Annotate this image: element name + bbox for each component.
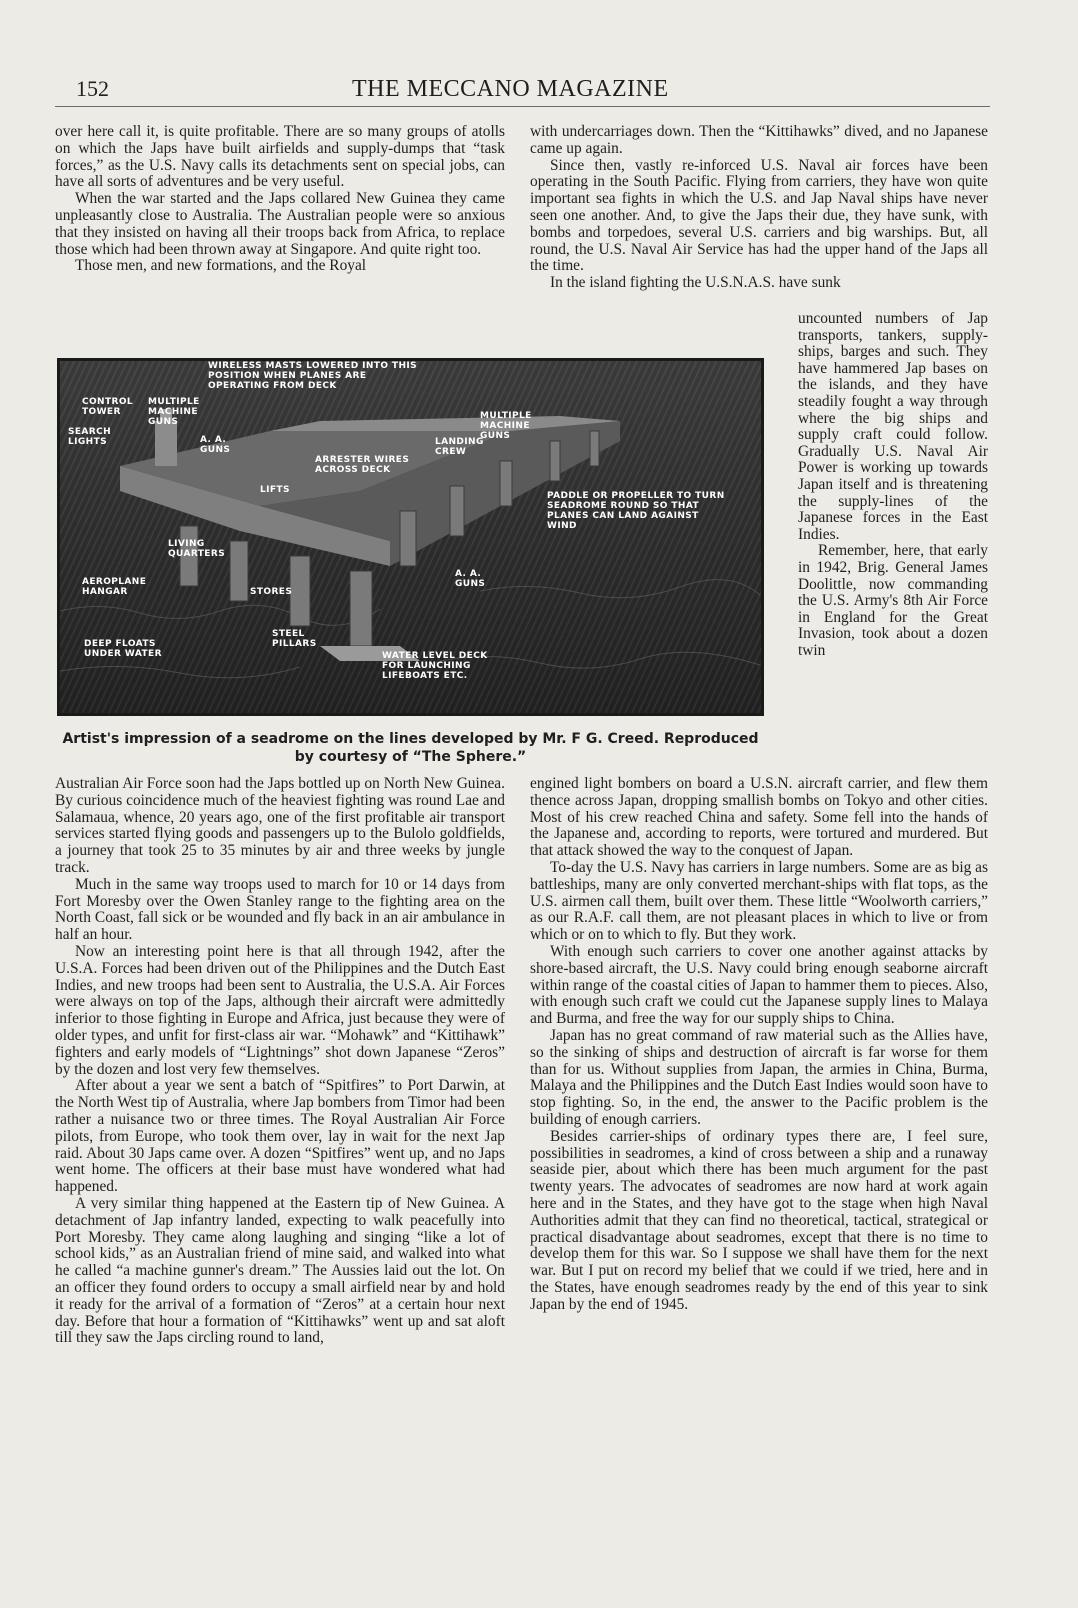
paragraph: With enough such carriers to cover one another against attacks by shore-based aircraft, the U.S. Navy could bring enough seaborne aircraft within range of the coastal cities of Japan to hammer them to pieces. Also, with enough such craft we could cut the Japanese supply lines to Malaya and Burma, and free the way for our supply ships to China.: [530, 942, 988, 1028]
label-aa-guns-lower: A. A. GUNS: [455, 569, 486, 589]
magazine-title: THE MECCANO MAGAZINE: [352, 76, 669, 102]
label-arrester-wires: ARRESTER WIRES ACROSS DECK: [315, 455, 410, 475]
label-water-level-deck: WATER LEVEL DECK FOR LAUNCHING LIFEBOATS ETC.: [382, 651, 488, 681]
paragraph: When the war started and the Japs collared New Guinea they came unpleasantly close to Australia. The Australian people were so anxious that they insisted on having all their troops back from Africa, to replace those which had been thrown away at Singapore. And quite right too.: [55, 190, 505, 258]
label-multiple-machine-guns: MULTIPLE MACHINE GUNS: [148, 397, 200, 427]
paragraph: Besides carrier-ships of ordinary types there are, I feel sure, possibilities in seadromes, a kind of cross between a ship and a runaway seaside pier, about which there has been much argument for the past twenty years. The advocates of seadromes are now hard at work again here and in the States, and they have got to the stage when high Naval Authorities admit that they can find no theoretical, tactical, strategical or practical disadvantage about seadromes, except that there is no time to develop them for this war. So I suppose we shall have them for the next war. But I put on record my belief that we could if we tried, here and in the States, have enough seadromes ready by the end of this year to sink Japan by the end of 1945.: [530, 1127, 988, 1313]
paragraph: engined light bombers on board a U.S.N. aircraft carrier, and flew them thence across Japan, dropping smallish bombs on Tokyo and other cities. Most of his crew reached China and safety. Some fell into the hands of the Japanese and, according to reports, were tortured and murdered. But that attack showed the way to the conquest of Japan.: [530, 775, 988, 860]
paragraph: Australian Air Force soon had the Japs bottled up on North New Guinea. By curious coincidence much of the heaviest fighting was round Lae and Salamaua, whence, 20 years ago, one of the first profitable air transport services started flying goods and passengers up to the Bulolo goldfields, a journey that took 25 to 35 minutes by air and three weeks by jungle track.: [55, 775, 505, 876]
label-steel-pillars: STEEL PILLARS: [272, 629, 317, 649]
label-landing-crew: LANDING CREW: [435, 437, 484, 457]
label-aa-guns: A. A. GUNS: [200, 435, 231, 455]
seadrome-illustration: [57, 358, 764, 716]
paragraph: with undercarriages down. Then the “Kittihawks” dived, and no Japanese came up again.: [530, 123, 988, 157]
page-number: 152: [76, 76, 109, 101]
column-top-left: [55, 124, 505, 275]
label-aeroplane-hangar: AEROPLANE HANGAR: [82, 577, 147, 597]
label-lifts: LIFTS: [260, 485, 290, 495]
paragraph: Much in the same way troops used to march for 10 or 14 days from Fort Moresby over the Owen Stanley range to the fighting area on the North Coast, fall sick or be wounded and fly back in an air ambulance in half an hour.: [55, 875, 505, 944]
label-wireless-masts: WIRELESS MASTS LOWERED INTO THIS POSITION WHEN PLANES ARE OPERATING FROM DECK: [208, 361, 418, 391]
label-search-lights: SEARCH LIGHTS: [68, 427, 112, 447]
label-stores: STORES: [250, 587, 293, 597]
column-top-right: [530, 124, 988, 292]
paragraph: Since then, vastly re-inforced U.S. Naval air forces have been operating in the South Pacific. Flying from carriers, they have won quite important sea fights in which the U.S. and Jap Naval ships have never seen one another. And, to give the Japs their due, they have sunk, with bombs and torpedoes, several U.S. carriers and big warships. But, all round, the U.S. Naval Air Service has had the upper hand of the Japs all the time.: [530, 156, 988, 275]
paragraph: uncounted numbers of Jap transports, tankers, supply-ships, barges and such. They have hammered Jap bases on the islands, and they have steadily fought a way through where the big ships and supply craft could follow. Gradually U.S. Naval Air Power is working up towards Japan itself and is threatening the supply-lines of the Japanese forces in the East Indies.: [798, 310, 988, 543]
label-multiple-machine-guns-right: MULTIPLE MACHINE GUNS: [480, 411, 532, 441]
paragraph: Those men, and new formations, and the Royal: [75, 257, 367, 275]
label-living-quarters: LIVING QUARTERS: [168, 539, 226, 559]
paragraph: Japan has no great command of raw material such as the Allies have, so the sinking of ships and destruction of aircraft is far worse for them than for us. Without supplies from Japan, the armies in China, Burma, Malaya and the Philippines and the Dutch East Indies would soon have to stop fighting. So, in the end, the answer to the Pacific problem is the building of enough carriers.: [530, 1026, 988, 1128]
label-deep-floats: DEEP FLOATS UNDER WATER: [84, 639, 162, 659]
paragraph: Now an interesting point here is that all through 1942, after the U.S.A. Forces had been driven out of the Philippines and the Dutch East Indies, and new troops had been sent to Australia, the U.S.A. Air Forces were always on top of the Japs, although their aircraft were admittedly inferior to those fighting in Europe and Africa, just because they were of older types, and unfit for first-class air war. “Mohawk” and “Kittihawk” fighters and early models of “Lightnings” shot down Japanese “Zeros” by the dozen and lost very few themselves.: [55, 942, 505, 1078]
label-paddle-propeller: PADDLE OR PROPELLER TO TURN SEADROME ROUND SO THAT PLANES CAN LAND AGAINST WIND: [547, 491, 725, 531]
header-rule: [55, 106, 990, 107]
paragraph: After about a year we sent a batch of “Spitfires” to Port Darwin, at the North West tip of Australia, where Jap bombers from Timor had been rather a nuisance two or three times. The Royal Australian Air Force pilots, from Europe, who took them over, lay in wait for the next Jap raid. About 30 Japs came over. A dozen “Spitfires” went up, and no Japs went home. The officers at their base must have wondered what had happened.: [55, 1077, 505, 1196]
paragraph: A very similar thing happened at the Eastern tip of New Guinea. A detachment of Jap infantry landed, expecting to walk peacefully into Port Moresby. They came along laughing and singing “like a lot of school kids,” as an Australian friend of mine said, and walked into what he called “a machine gunner's dream.” The Aussies laid out the lot. On an officer they found orders to occupy a small airfield near by and hold it ready for the arrival of a formation of “Zeros” at a certain hour next day. Before that hour a formation of “Kittihawks” went up and sat aloft till they saw the Japs circling round to land,: [55, 1194, 505, 1347]
paragraph: In the island fighting the U.S.N.A.S. have sunk: [550, 274, 841, 292]
label-control-tower: CONTROL TOWER: [82, 397, 134, 417]
paragraph: To-day the U.S. Navy has carriers in large numbers. Some are as big as battleships, many are only converted merchant-ships with flat tops, as the U.S. airmen call them, built over them. These little “Woolworth carriers,” as our R.A.F. call them, are not pleasant places in which to live or from which or on to which to fly. But they work.: [530, 858, 989, 944]
paragraph: over here call it, is quite profitable. There are so many groups of atolls on which the Japs have built airfields and supply-dumps that “task forces,” as the U.S. Navy calls its detachments sent on special jobs, can have all sorts of adventures and be very useful.: [55, 123, 505, 191]
column-bottom-right: [530, 776, 988, 1314]
column-bottom-left: [55, 776, 505, 1347]
column-side-right: [798, 311, 988, 659]
paragraph: Remember, here, that early in 1942, Brig. General James Doolittle, now commanding the U.S. Army's 8th Air Force in England for the Great Invasion, took about a dozen twin: [798, 542, 988, 659]
figure-caption: Artist's impression of a seadrome on the lines developed by Mr. F G. Creed. Reproduced by courtesy of “The Sphere.”: [62, 731, 759, 765]
